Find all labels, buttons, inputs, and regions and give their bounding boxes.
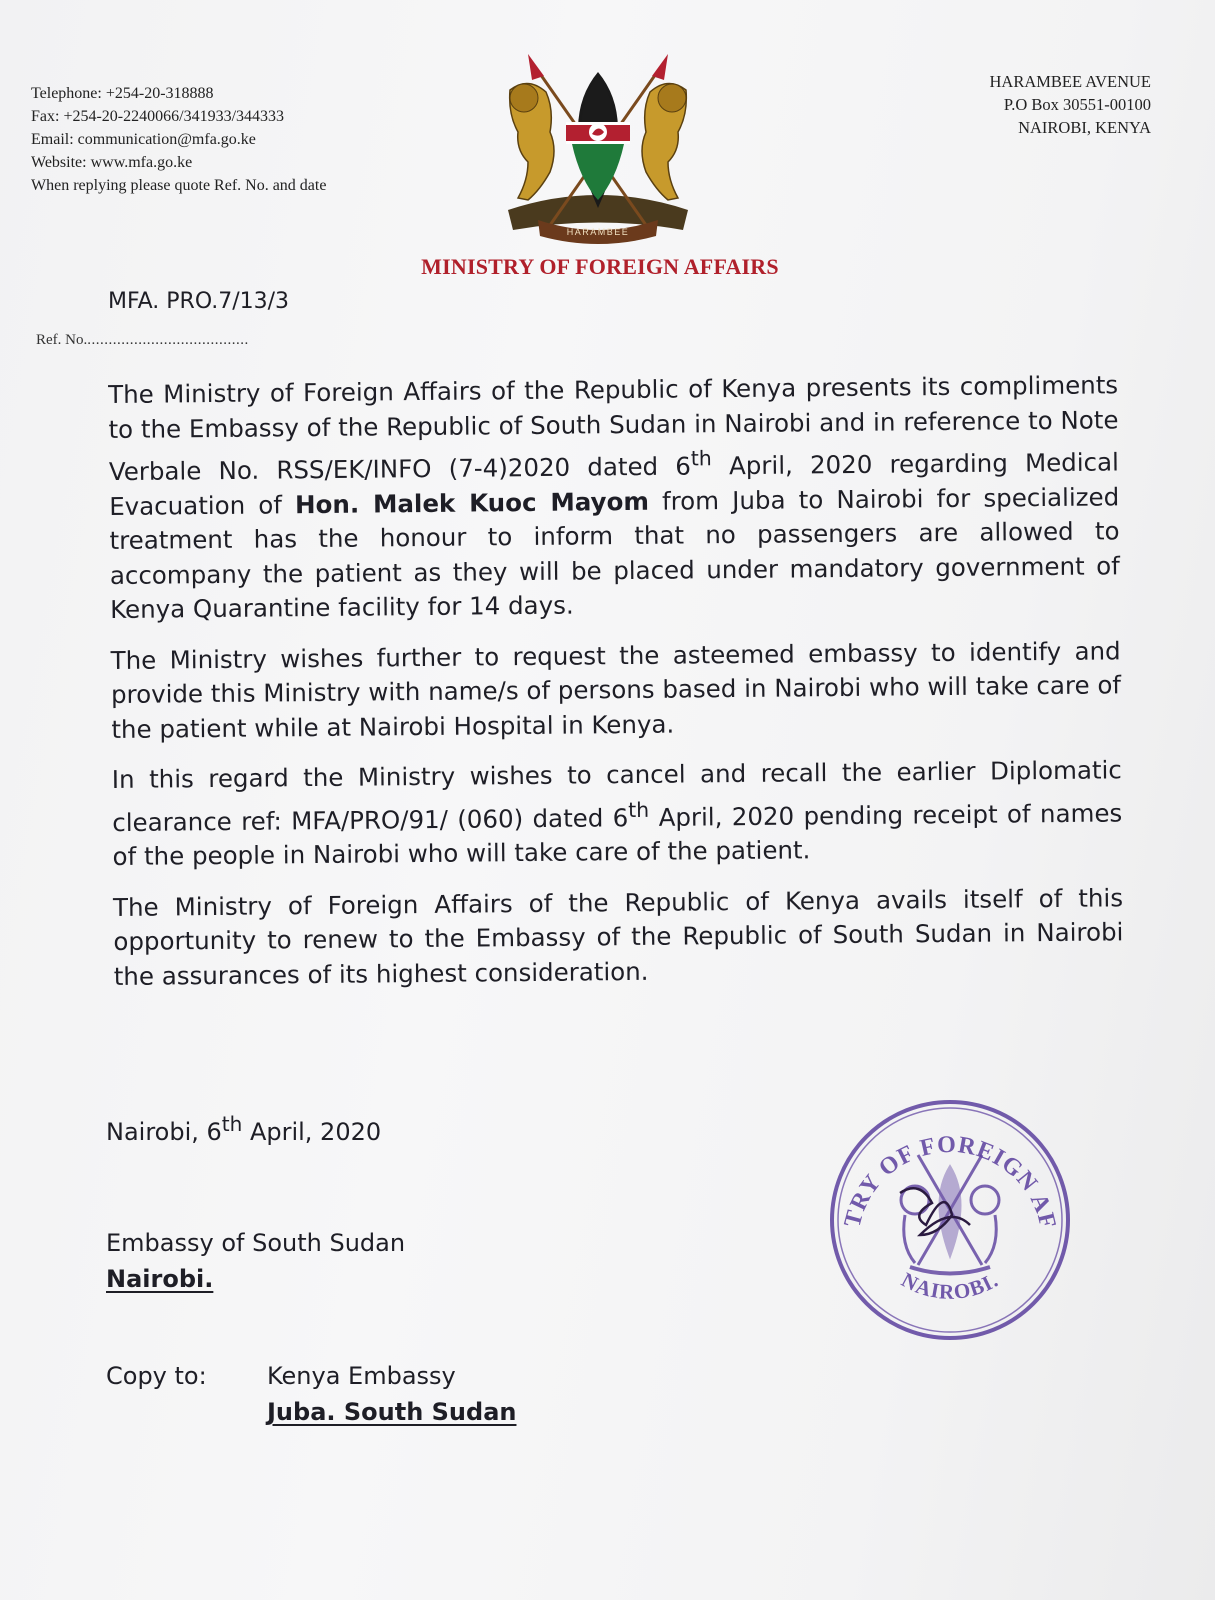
place-date-superscript: th <box>221 1112 243 1136</box>
p1-text-c: from Juba to Nairobi for specialized treatment has the honour to inform that no passengers are allowed to accompany the patient as they will be placed under mandatory government of Kenya Quarantine facility for 14 days. <box>109 481 1120 625</box>
copy-to-label: Copy to: <box>106 1362 207 1390</box>
p1-text-b: April, 2020 regarding Medical Evacuation of <box>109 447 1119 521</box>
copy-recipient-location: Juba. South Sudan <box>267 1398 517 1426</box>
kenya-coat-of-arms-icon <box>488 40 708 250</box>
recipient-city: Nairobi. <box>106 1265 214 1293</box>
letter-body <box>108 368 1124 1010</box>
reference-number: MFA. PRO.7/13/3 <box>108 289 290 314</box>
contact-reply-note: When replying please quote Ref. No. and date <box>31 177 327 194</box>
p3-superscript: th <box>628 797 650 822</box>
official-stamp <box>820 1085 1080 1345</box>
contact-telephone: Telephone: +254-20-318888 <box>31 85 214 102</box>
place-date-text-b: April, 2020 <box>242 1118 382 1146</box>
p1-text-a: The Ministry of Foreign Affairs of the Republic of Kenya presents its compliments to the Embassy of the Republic of South Sudan in Nairobi and in reference to Note Verbale No. RSS/EK/INFO (7-4)2020 dated 6 <box>108 370 1119 487</box>
body-paragraph-2: The Ministry wishes further to request the asteemed embassy to identify and provide this Ministry with name/s of persons based in Nairobi who will take care of the patient while at Nairobi Hospital in Kenya. <box>110 635 1122 744</box>
reference-label: Ref. No. <box>36 332 88 348</box>
recipient-block <box>106 1225 405 1297</box>
address-city: NAIROBI, KENYA <box>1018 118 1151 137</box>
address-po-box: P.O Box 30551-00100 <box>1003 95 1151 114</box>
contact-website: Website: www.mfa.go.ke <box>31 154 193 171</box>
body-paragraph-1 <box>108 368 1120 627</box>
p3-text-a: In this regard the Ministry wishes to cancel and recall the earlier Diplomatic clearance ref: MFA/PRO/91/ (060) dated 6 <box>111 755 1122 837</box>
reference-label-line <box>36 332 249 349</box>
copy-to-block <box>267 1358 516 1430</box>
recipient-name: Embassy of South Sudan <box>106 1229 406 1257</box>
contact-email: Email: communication@mfa.go.ke <box>31 131 256 148</box>
contact-fax: Fax: +254-20-2240066/341933/344333 <box>31 108 285 125</box>
stamp-coat-of-arms-icon <box>901 1155 999 1274</box>
letterhead-contact-block <box>31 82 326 197</box>
place-and-date <box>106 1112 381 1146</box>
place-date-text-a: Nairobi, 6 <box>106 1118 222 1146</box>
ministry-title: MINISTRY OF FOREIGN AFFAIRS <box>421 254 779 279</box>
patient-name: Hon. Malek Kuoc Mayom <box>294 486 650 519</box>
p1-superscript: th <box>690 446 712 471</box>
reference-dots: ...................................... <box>87 332 249 348</box>
stamp-ring-text: TRY OF FOREIGN AF <box>839 1131 1061 1232</box>
p3-text-b: April, 2020 pending receipt of names of the people in Nairobi who will take care of the patient. <box>112 798 1123 872</box>
body-paragraph-4: The Ministry of Foreign Affairs of the Republic of Kenya avails itself of this opportunity to renew to the Embassy of the Republic of South Sudan in Nairobi the assurances of its highest consideration. <box>112 883 1124 991</box>
letterhead-address-block <box>990 70 1152 139</box>
svg-text:HARAMBEE: HARAMBEE <box>566 227 630 237</box>
copy-recipient-name: Kenya Embassy <box>267 1362 456 1390</box>
address-street: HARAMBEE AVENUE <box>989 72 1151 91</box>
body-paragraph-3 <box>112 753 1123 874</box>
stamp-bottom-text: NAIROBI. <box>897 1267 1003 1304</box>
